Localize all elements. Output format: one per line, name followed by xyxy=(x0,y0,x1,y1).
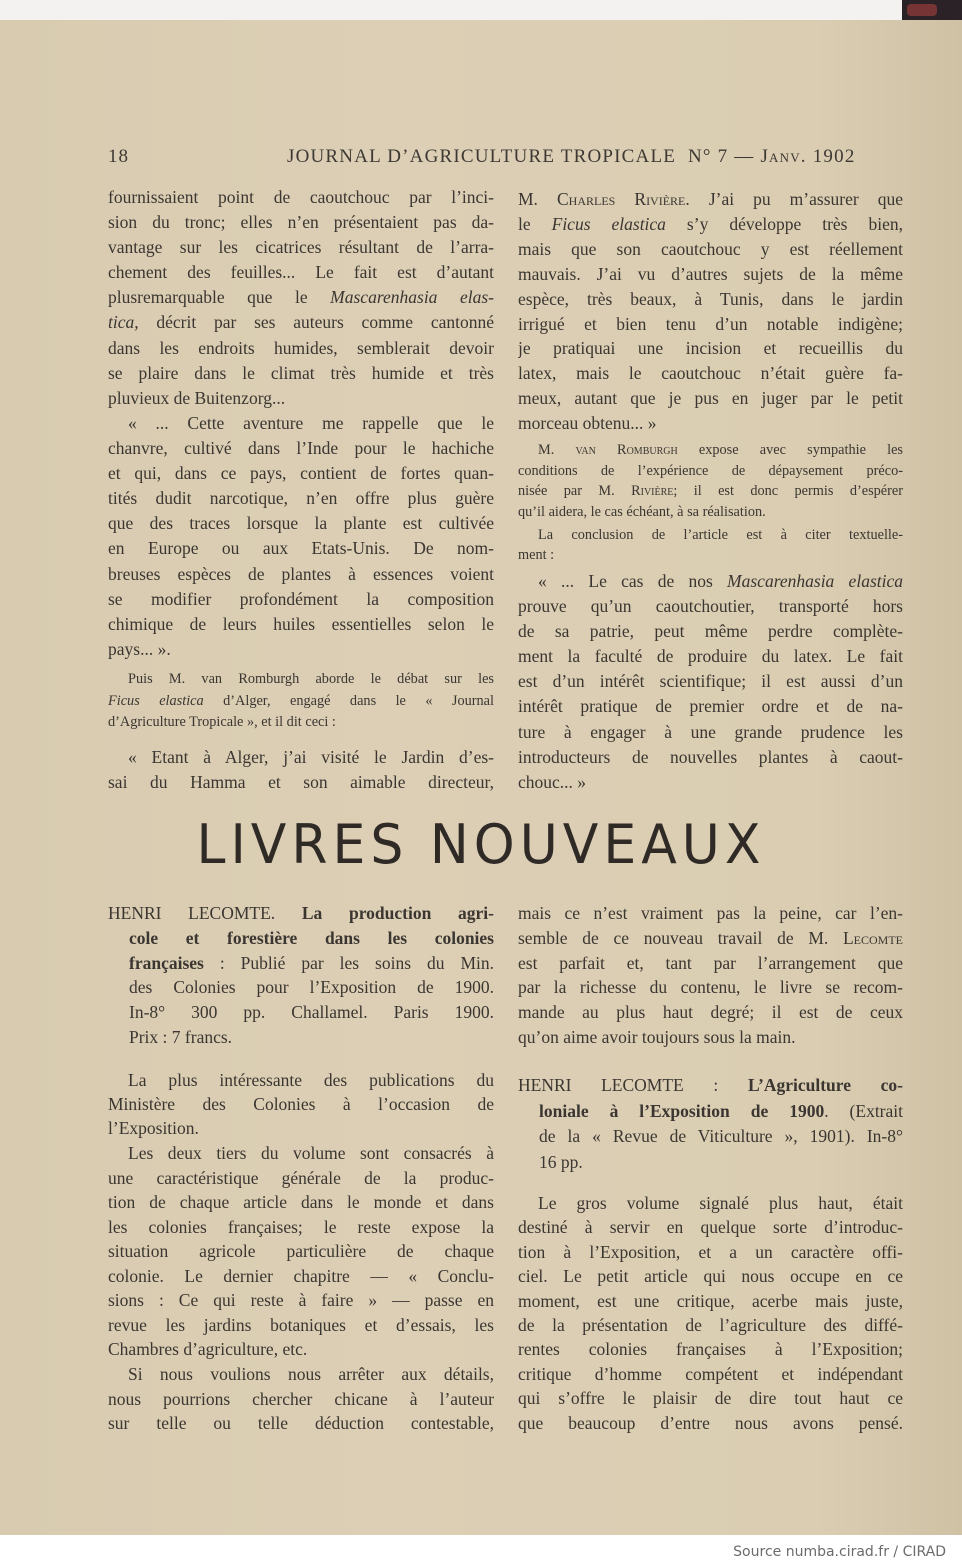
text-run: ciel. Le petit article qui nous occupe en ce xyxy=(518,1266,903,1287)
text-line xyxy=(518,1191,903,1215)
text-line xyxy=(518,1099,903,1125)
text-line xyxy=(518,1025,903,1050)
text-line xyxy=(518,1289,903,1313)
text-run: conditions de l’expérience de dépaysement préco- xyxy=(518,462,903,479)
text-line xyxy=(518,1240,903,1264)
text-run: que des traces lorsque la plante est cultivée xyxy=(108,513,494,534)
article-paragraph xyxy=(518,187,903,436)
text-run: ment : xyxy=(518,547,555,563)
text-run: le xyxy=(518,213,552,234)
text-run: sion du tronc; elles n’en présentaient pas da- xyxy=(108,212,494,233)
text-run: revue les jardins botaniques et d’essais, les xyxy=(108,1314,494,1335)
text-run: La plus intéressante des publications du xyxy=(128,1070,494,1090)
small-caps-name: van Romburgh xyxy=(575,442,678,458)
italic-text: Mascarenhasia elastica xyxy=(727,571,903,591)
text-line xyxy=(108,926,494,951)
issue-number: N° 7 — xyxy=(687,146,761,167)
text-line xyxy=(108,536,494,561)
text-run: ture à engager à une grande prudence les xyxy=(518,721,903,742)
text-line xyxy=(108,691,494,713)
text-line xyxy=(108,1141,494,1166)
text-line xyxy=(518,669,903,694)
text-run: prouve qu’un caoutchoutier, transporté hors xyxy=(518,596,903,617)
text-line xyxy=(518,1362,903,1386)
text-line xyxy=(108,436,494,461)
bold-title: La production agri- xyxy=(301,903,494,923)
text-run: plusremarquable que le xyxy=(108,287,331,308)
text-run: ; il est donc permis d’espérer xyxy=(673,483,903,500)
text-line xyxy=(108,669,494,691)
text-run: semble de ce nouveau travail de M. xyxy=(518,927,843,948)
text-run: d’Alger, engagé dans le « Journal xyxy=(203,692,494,709)
text-line xyxy=(518,619,903,644)
text-run: Si nous voulions nous arrêter aux détails, xyxy=(128,1364,494,1384)
text-line xyxy=(108,461,494,486)
text-line xyxy=(108,1411,494,1436)
text-line xyxy=(518,951,903,976)
text-line xyxy=(108,612,494,637)
text-line xyxy=(108,1068,494,1092)
text-line xyxy=(518,1264,903,1288)
text-line xyxy=(518,212,903,237)
text-run: je pratiquai une incision et recueillis du xyxy=(518,338,903,359)
text-run: mais ce n’est vraiment pas la peine, car l’en- xyxy=(518,903,903,923)
text-run: de sa patrie, peut même perdre complète- xyxy=(518,621,903,642)
text-run: meux, autant que je pus en juger par le petit xyxy=(518,388,903,409)
text-line xyxy=(108,975,494,1000)
article-conclusion-quote xyxy=(518,569,903,795)
text-line xyxy=(518,569,903,594)
review-paragraph xyxy=(108,1362,494,1436)
text-line xyxy=(108,1239,494,1264)
text-run: Puis M. van Romburgh aborde le débat sur les xyxy=(128,671,494,687)
text-run: que beaucoup d’entre nous avons pensé. xyxy=(518,1412,903,1433)
article-note-paragraph xyxy=(518,440,903,523)
text-run: : Publié par les soins du Min. xyxy=(203,952,494,973)
text-line xyxy=(108,511,494,536)
text-run: nous pourrions chercher chicane à l’auteur xyxy=(108,1388,494,1409)
text-run: ment la faculté de produire du latex. Le fait xyxy=(518,646,903,667)
text-run: expose avec sympathie les xyxy=(677,442,903,458)
text-line xyxy=(108,1264,494,1289)
text-line xyxy=(518,1337,903,1361)
text-run: par la richesse du contenu, le livre se recom- xyxy=(518,977,903,998)
text-line xyxy=(108,1116,494,1140)
text-line xyxy=(108,712,494,734)
text-line xyxy=(108,1313,494,1338)
text-line xyxy=(518,386,903,411)
text-line xyxy=(518,1124,903,1150)
text-line xyxy=(518,644,903,669)
text-line xyxy=(108,562,494,587)
text-run: de la présentation de l’agriculture des diffé- xyxy=(518,1315,903,1336)
text-run: se plaire dans le climat très humide et très xyxy=(108,362,494,383)
text-run: « Etant à Alger, j’ai visité le Jardin d’es- xyxy=(128,747,494,767)
text-line xyxy=(518,502,903,523)
text-run: pluvieux de Buitenzorg... xyxy=(108,387,286,408)
source-credit: Source numba.cirad.fr / CIRAD xyxy=(733,1544,946,1560)
text-run: dans les endroits humides, semblerait devoir xyxy=(108,337,494,358)
text-line xyxy=(108,486,494,511)
issue-month: Janv. xyxy=(760,146,807,167)
italic-text: Ficus elastica xyxy=(108,692,204,709)
text-run: nisée par M. xyxy=(518,483,632,500)
text-run: tion de chaque article dans le monde et dans xyxy=(108,1192,494,1212)
text-run: pays... ». xyxy=(108,638,171,659)
text-line xyxy=(108,1215,494,1240)
text-line xyxy=(108,1362,494,1387)
text-line xyxy=(518,975,903,1000)
text-line xyxy=(518,545,903,565)
text-line xyxy=(518,694,903,719)
text-line xyxy=(108,901,494,926)
review-paragraph xyxy=(518,1191,903,1435)
text-run: d’Agriculture Tropicale », et il dit ceci : xyxy=(108,714,336,730)
text-run: qui s’offre le plaisir de dire tout haut ce xyxy=(518,1388,903,1409)
text-line xyxy=(108,361,494,386)
text-run: colonie. Le dernier chapitre — « Conclu- xyxy=(108,1265,494,1286)
text-line xyxy=(518,1150,903,1176)
text-run: est d’un intérêt scientifique; il est aussi d’un xyxy=(518,671,903,692)
text-run: chanvre, cultivé dans l’Inde pour le hachiche xyxy=(108,438,494,459)
text-run: latex, mais le caoutchouc n’était guère fa- xyxy=(518,363,903,384)
text-line xyxy=(108,386,494,411)
book-entry xyxy=(518,1073,903,1175)
text-line xyxy=(518,237,903,262)
text-run: . (Extrait xyxy=(824,1100,903,1121)
review-paragraph xyxy=(108,1141,494,1362)
text-line xyxy=(518,525,903,545)
article-quote-paragraph xyxy=(108,411,494,662)
text-line xyxy=(518,336,903,361)
text-line xyxy=(108,745,494,770)
text-line xyxy=(108,411,494,436)
text-line xyxy=(108,637,494,662)
text-line xyxy=(108,1337,494,1362)
running-head xyxy=(287,146,856,168)
small-caps-name: Lecomte xyxy=(842,927,903,948)
text-run: . J’ai pu m’assurer que xyxy=(685,189,903,209)
text-line xyxy=(518,720,903,745)
text-run: destiné à servir en quelque sorte d’introduc- xyxy=(518,1217,903,1238)
text-line xyxy=(518,411,903,436)
text-run: rentes colonies françaises à l’Exposition; xyxy=(518,1339,903,1360)
text-line xyxy=(518,901,903,926)
text-line xyxy=(108,1190,494,1215)
text-line xyxy=(518,440,903,461)
text-run: Le gros volume signalé plus haut, était xyxy=(538,1193,903,1213)
review-paragraph xyxy=(518,901,903,1050)
text-run: M. xyxy=(518,189,557,209)
text-line xyxy=(108,587,494,612)
text-line xyxy=(518,287,903,312)
page-number: 18 xyxy=(108,146,129,167)
text-line xyxy=(108,1000,494,1025)
text-line xyxy=(518,187,903,212)
text-run: chouc... » xyxy=(518,771,587,792)
text-line xyxy=(518,594,903,619)
book-binding-edge xyxy=(902,0,962,20)
text-line xyxy=(518,770,903,795)
text-run: critique d’homme compétent et indépendant xyxy=(518,1363,903,1384)
text-line xyxy=(108,285,494,310)
text-line xyxy=(518,926,903,951)
text-run: sai du Hamma et son aimable directeur, xyxy=(108,772,494,792)
text-line xyxy=(108,1166,494,1191)
text-line xyxy=(108,951,494,976)
article-note-paragraph xyxy=(108,669,494,734)
text-run: moment, est une critique, acerbe mais juste, xyxy=(518,1290,903,1311)
text-line xyxy=(518,461,903,482)
text-run: « ... Cette aventure me rappelle que le xyxy=(128,413,494,433)
text-line xyxy=(518,1313,903,1337)
text-run: Ministère des Colonies à l’occasion de xyxy=(108,1094,494,1114)
text-line xyxy=(518,361,903,386)
text-line xyxy=(108,1092,494,1116)
review-paragraph xyxy=(108,1068,494,1140)
text-line xyxy=(108,310,494,335)
article-note-paragraph xyxy=(518,525,903,565)
text-run: mande au plus haut degré; il est de ceux xyxy=(518,1002,903,1023)
text-run: mauvais. J’ai vu d’autres sujets de la même xyxy=(518,263,903,284)
italic-text: tica, xyxy=(108,312,139,333)
journal-title: JOURNAL D’AGRICULTURE TROPICALE xyxy=(287,146,677,167)
text-run: de la « Revue de Viticulture », 1901). In-8° xyxy=(539,1126,903,1147)
text-run: fournissaient point de caoutchouc par l’inci- xyxy=(108,187,494,207)
text-line xyxy=(108,185,494,210)
text-run: situation agricole particulière de chaque xyxy=(108,1241,494,1261)
text-run: 16 pp. xyxy=(539,1151,583,1172)
text-run: Chambres d’agriculture, etc. xyxy=(108,1339,308,1359)
text-run: des Colonies pour l’Exposition de 1900. xyxy=(129,977,494,998)
text-line xyxy=(108,336,494,361)
text-run: décrit par ses auteurs comme cantonné xyxy=(138,312,494,333)
section-title: LIVRES NOUVEAUX xyxy=(196,813,766,877)
text-line xyxy=(108,260,494,285)
text-line xyxy=(518,1411,903,1435)
text-line xyxy=(108,1288,494,1313)
text-run: et qui, dans ce pays, contient de fortes quan- xyxy=(108,463,494,484)
text-line xyxy=(108,235,494,260)
issue-year: 1902 xyxy=(806,146,856,167)
text-line xyxy=(518,1215,903,1239)
text-run: se modifier profondément la composition xyxy=(108,588,494,609)
text-run: breuses espèces de plantes à essences voient xyxy=(108,563,494,584)
small-caps-name: Rivière xyxy=(631,483,674,500)
text-run: sions : Ce qui reste à faire » — passe en xyxy=(108,1290,494,1310)
text-run: chement des feuilles... Le fait est d’autant xyxy=(108,262,494,283)
text-run: introducteurs de nouvelles plantes à caout- xyxy=(518,746,903,767)
text-line xyxy=(108,1025,494,1050)
bold-title: loniale à l’Exposition de 1900 xyxy=(539,1100,825,1121)
text-run: une caractéristique générale de la produc- xyxy=(108,1167,494,1188)
text-run: vantage sur les cicatrices résultant de l’arra- xyxy=(108,237,494,258)
text-run: intérêt pratique de premier ordre et de na- xyxy=(518,696,903,717)
bold-title: cole et forestière dans les colonies xyxy=(129,927,494,948)
text-line xyxy=(518,745,903,770)
text-run: espèce, très beaux, à Tunis, dans le jardin xyxy=(518,288,903,309)
text-run: sur telle ou telle déduction contestable, xyxy=(108,1413,494,1433)
text-run: s’y développe très bien, xyxy=(665,213,903,234)
text-run: est parfait et, tant par l’arrangement que xyxy=(518,952,903,973)
text-line xyxy=(518,1073,903,1099)
text-line xyxy=(108,770,494,795)
text-run: mais que son caoutchouc y est réellement xyxy=(518,238,903,259)
bold-title: françaises xyxy=(129,952,204,973)
bold-title: L’Agriculture co- xyxy=(747,1075,903,1095)
text-line xyxy=(518,481,903,502)
text-run: La conclusion de l’article est à citer textuelle- xyxy=(538,527,903,543)
text-run: en Europe ou aux Etats-Unis. De nom- xyxy=(108,538,494,559)
text-line xyxy=(108,1387,494,1412)
text-run: HENRI LECOMTE. xyxy=(108,903,302,923)
text-run: M. xyxy=(538,442,576,458)
text-line xyxy=(518,312,903,337)
book-entry xyxy=(108,901,494,1050)
small-caps-name: Charles Rivière xyxy=(557,189,686,209)
italic-text: Mascarenhasia elas- xyxy=(330,287,494,308)
text-run: HENRI LECOMTE : xyxy=(518,1075,748,1095)
text-run: Prix : 7 francs. xyxy=(129,1026,233,1047)
text-run: « ... Le cas de nos xyxy=(538,571,728,591)
text-run: qu’on aime avoir toujours sous la main. xyxy=(518,1026,796,1047)
text-run: l’Exposition. xyxy=(108,1118,199,1138)
text-run: In-8° 300 pp. Challamel. Paris 1900. xyxy=(129,1002,494,1023)
text-line xyxy=(518,1000,903,1025)
article-paragraph xyxy=(108,185,494,411)
text-line xyxy=(518,1386,903,1410)
text-run: chimique de leurs huiles essentielles selon le xyxy=(108,613,494,634)
text-run: Les deux tiers du volume sont consacrés à xyxy=(128,1143,494,1163)
article-quote-paragraph xyxy=(108,745,494,795)
text-run: tion à l’Exposition, et a un caractère offi- xyxy=(518,1241,903,1262)
text-run: irrigué et bien tenu d’un notable indigène; xyxy=(518,313,903,334)
text-run: les colonies françaises; le reste expose la xyxy=(108,1216,494,1237)
text-run: qu’il aidera, le cas échéant, à sa réalisation. xyxy=(518,504,766,521)
text-run: tités dudit narcotique, n’en offre plus guère xyxy=(108,488,494,509)
text-line xyxy=(108,210,494,235)
text-run: morceau obtenu... » xyxy=(518,413,657,434)
italic-text: Ficus elastica xyxy=(551,213,666,234)
text-line xyxy=(518,262,903,287)
top-margin-strip xyxy=(0,0,962,20)
